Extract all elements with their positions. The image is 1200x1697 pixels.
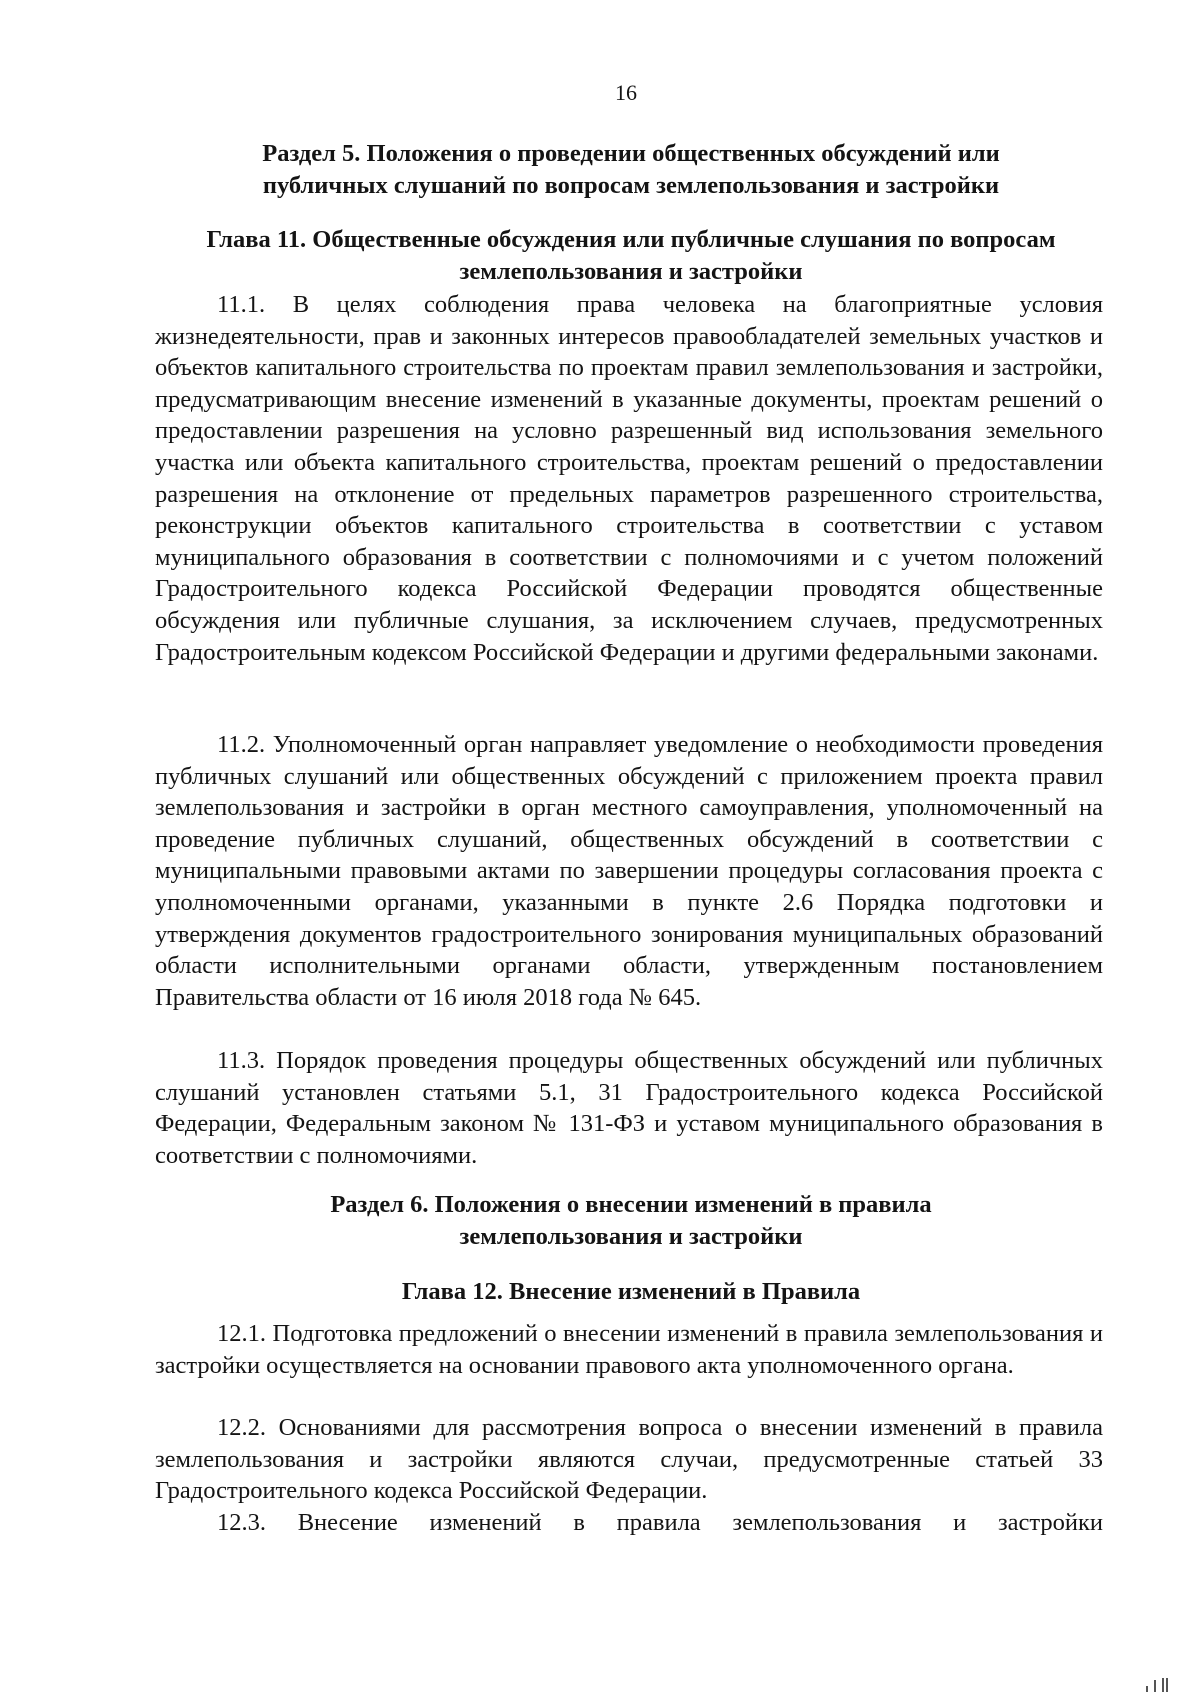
paragraph-11-2: 11.2. Уполномоченный орган направляет уведомление о необходимости проведения публичных слушаний или общественных обсуждений с приложением проекта правил землепользования и застройки в орган местного самоуправления, уполномоченный на проведение публичных слушаний, общественных обсуждений в соответствии с муниципальными правовыми актами по завершении процедуры согласования проекта с уполномоченными органами, указанными в пункте 2.6 Порядка подготовки и утверждения документов градостроительного зонирования муниципальных образований области исполнительными органами области, утвержденным постановлением Правительства области от 16 июля 2018 года № 645. <box>155 731 1103 1011</box>
section-6-heading-line-2: землепользования и застройки <box>459 1223 803 1250</box>
paragraph-12-2: 12.2. Основаниями для рассмотрения вопроса о внесении изменений в правила землепользования и застройки являются случаи, предусмотренные статьей 33 Градостроительного кодекса Российской Федерации. <box>155 1414 1103 1505</box>
paragraph-12-3: 12.3. Внесение изменений в правила землепользования и застройки <box>217 1509 1103 1536</box>
paragraph-11-3: 11.3. Порядок проведения процедуры общественных обсуждений или публичных слушаний установлен статьями 5.1, 31 Градостроительного кодекса Российской Федерации, Федеральным законом № 131-ФЗ и уставом муниципального образования в соответствии с полномочиями. <box>155 1047 1103 1169</box>
section-6-heading-line-1: Раздел 6. Положения о внесении изменений в правила <box>330 1191 932 1218</box>
chapter-11-heading-line-2: землепользования и застройки <box>459 258 803 285</box>
section-5-heading <box>150 138 1112 202</box>
paragraph-11-1: 11.1. В целях соблюдения права человека на благоприятные условия жизнедеятельности, прав и законных интересов правообладателей земельных участков и объектов капитального строительства по проектам правил землепользования и застройки, предусматривающим внесение изменений в указанные документы, проектам решений о предоставлении разрешения на условно разрешенный вид использования земельного участка или объекта капитального строительства, проектам решений о предоставлении разрешения на отклонение от предельных параметров разрешенного строительства, реконструкции объектов капитального строительства в соответствии с уставом муниципального образования в соответствии с полномочиями и с учетом положений Градостроительного кодекса Российской Федерации проводятся общественные обсуждения или публичные слушания, за исключением случаев, предусмотренных Градостроительным кодексом Российской Федерации и другими федеральными законами. <box>155 291 1103 666</box>
paragraph-12-1: 12.1. Подготовка предложений о внесении изменений в правила землепользования и застройки осуществляется на основании правового акта уполномоченного органа. <box>155 1320 1103 1379</box>
page-number: 16 <box>615 80 637 105</box>
scan-artifact <box>1142 1672 1192 1692</box>
chapter-12-heading: Глава 12. Внесение изменений в Правила <box>401 1278 861 1305</box>
chapter-11-heading-line-1: Глава 11. Общественные обсуждения или публичные слушания по вопросам <box>206 226 1056 253</box>
section-6-heading <box>150 1189 1112 1253</box>
section-5-heading-line-2: публичных слушаний по вопросам землепользования и застройки <box>262 172 1000 199</box>
section-5-heading-line-1: Раздел 5. Положения о проведении общественных обсуждений или <box>262 140 1000 167</box>
chapter-11-heading <box>150 224 1112 288</box>
